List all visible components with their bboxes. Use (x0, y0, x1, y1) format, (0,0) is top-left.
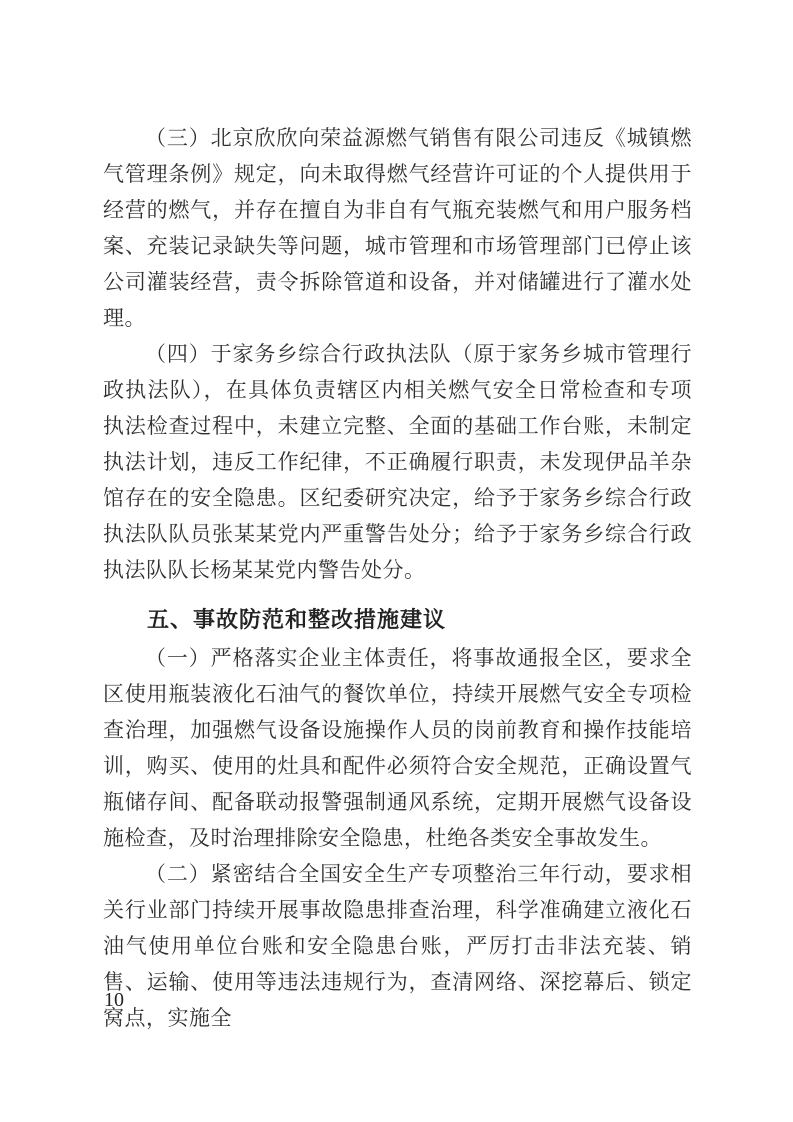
document-body (103, 120, 692, 1036)
section-heading-5: 五、事故防范和整改措施建议 (147, 607, 447, 632)
paragraph-item-4: （四）于家务乡综合行政执法队（原于家务乡城市管理行政执法队），在具体负责辖区内相关燃气安全日常检查和专项执法检查过程中，未建立完整、全面的基础工作台账，未制定执法计划，违反工作纪律，不正确履行职责，未发现伊品羊杂馆存在的安全隐患。区纪委研究决定，给予于家务乡综合行政执法队队员张某某党内严重警告处分；给予于家务乡综合行政执法队队长杨某某党内警告处分。 (103, 342, 692, 582)
page-number: 10 (104, 989, 124, 1011)
paragraph-item-5-2: （二）紧密结合全国安全生产专项整治三年行动，要求相关行业部门持续开展事故隐患排查治理，科学准确建立液化石油气使用单位台账和安全隐患台账，严厉打击非法充装、销售、运输、使用等违法违规行为，查清网络、深挖幕后、锁定窝点，实施全 (103, 862, 692, 1030)
paragraph-item-3: （三）北京欣欣向荣益源燃气销售有限公司违反《城镇燃气管理条例》规定，向未取得燃气经营许可证的个人提供用于经营的燃气，并存在擅自为非自有气瓶充装燃气和用户服务档案、充装记录缺失等问题，城市管理和市场管理部门已停止该公司灌装经营，责令拆除管道和设备，并对储罐进行了灌水处理。 (103, 126, 692, 330)
paragraph-item-5-1: （一）严格落实企业主体责任，将事故通报全区，要求全区使用瓶装液化石油气的餐饮单位，持续开展燃气安全专项检查治理，加强燃气设备设施操作人员的岗前教育和操作技能培训，购买、使用的灶具和配件必须符合安全规范，正确设置气瓶储存间、配备联动报警强制通风系统，定期开展燃气设备设施检查，及时治理排除安全隐患，杜绝各类安全事故发生。 (103, 646, 692, 850)
